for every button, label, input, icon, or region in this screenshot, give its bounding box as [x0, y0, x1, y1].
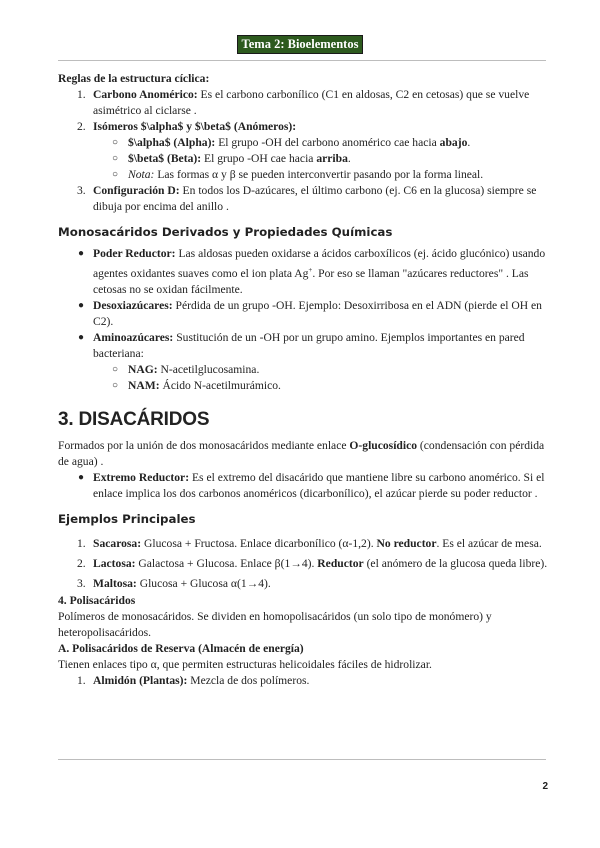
isomer-beta: ○ $\beta$ (Beta): El grupo -OH cae hacia arriba. [112, 152, 351, 165]
rules-heading: Reglas de la estructura cíclica: [58, 72, 210, 85]
reserve-item-almidon: 1. Almidón (Plantas): Mezcla de dos polímeros. [77, 673, 310, 687]
reserve-subheading: A. Polisacáridos de Reserva (Almacén de energía) [58, 641, 304, 655]
example-sacarosa: 1. Sacarosa: Glucosa + Fructosa. Enlace dicarbonílico (α-1,2). No reductor. Es el azúcar de mesa. [77, 536, 542, 550]
rules-list [58, 87, 548, 215]
derived-item-amino: ● Aminoazúcares: Sustitución de un -OH por un grupo amino. Ejemplos importantes en pared bacteriana: [78, 330, 525, 360]
rule-item-anomeric: 1. Carbono Anomérico: Es el carbono carbonílico (C1 en aldosas, C2 en cetosas) que se vuelve asimétrico al ciclarse . [77, 88, 530, 117]
disaccharides-intro: Formados por la unión de dos monosacáridos mediante enlace O-glucosídico (condensación con pérdida de agua) . [58, 438, 545, 468]
header-title: Tema 2: Bioelementos [237, 35, 364, 54]
amino-example-nag: ○ NAG: N-acetilglucosamina. [112, 362, 260, 376]
polysaccharides-heading: 4. Polisacáridos [58, 593, 136, 607]
bullet-icon: ● [78, 299, 85, 311]
examples-heading: Ejemplos Principales [58, 511, 196, 526]
bullet-icon: ● [78, 471, 85, 483]
rule-item-d-config: 3. Configuración D: En todos los D-azúcares, el último carbono (ej. C6 en la glucosa) siempre se dibuja por encima del anillo . [77, 184, 537, 213]
example-lactosa: 2. Lactosa: Galactosa + Glucosa. Enlace β(1→4). Reductor (el anómero de la glucosa queda libre). [77, 556, 548, 570]
circle-bullet-icon: ○ [112, 153, 119, 164]
circle-bullet-icon: ○ [112, 137, 119, 148]
example-maltosa: 3. Maltosa: Glucosa + Glucosa α(1→4). [77, 576, 271, 590]
derived-item-reducing: ● Poder Reductor: Las aldosas pueden oxidarse a ácidos carboxílicos (ej. ácido glucónico) usando agentes oxidantes suaves como el ion plata Ag+. Por eso se llaman "azúcares reductores" . Las cetosas no se oxidan fácilmente. [78, 247, 546, 296]
circle-bullet-icon: ○ [112, 169, 119, 180]
derived-list [58, 246, 548, 394]
derived-heading: Monosacáridos Derivados y Propiedades Químicas [58, 225, 393, 239]
isomer-note: ○ Nota: Las formas α y β se pueden interconvertir pasando por la forma lineal. [112, 168, 484, 181]
reserve-intro: Tienen enlaces tipo α, que permiten estructuras helicoidales fáciles de hidrolizar. [58, 657, 432, 671]
bullet-icon: ● [78, 331, 85, 343]
derived-item-deoxy: ● Desoxiazúcares: Pérdida de un grupo -OH. Ejemplo: Desoxirribosa en el ADN (pierde el OH en C2). [78, 298, 542, 328]
page-header [0, 35, 600, 54]
disaccharides-list [58, 470, 548, 502]
circle-bullet-icon: ○ [112, 363, 119, 375]
footer-divider [58, 759, 546, 760]
reducing-end-item: ● Extremo Reductor: Es el extremo del disacárido que mantiene libre su carbono anomérico. Si el enlace implica los dos carbonos anoméricos (dicarbonílico), el azúcar pierde su poder reductor . [78, 470, 545, 500]
page-number: 2 [542, 781, 548, 792]
header-divider [58, 60, 546, 61]
amino-example-nam: ○ NAM: Ácido N-acetilmurámico. [112, 378, 281, 392]
reserve-list [58, 673, 548, 689]
disaccharides-heading: 3. DISACÁRIDOS [58, 408, 210, 430]
document-body [58, 71, 548, 689]
isomer-alpha: ○ $\alpha$ (Alpha): El grupo -OH del carbono anomérico cae hacia abajo. [112, 136, 471, 149]
bullet-icon: ● [78, 248, 85, 259]
examples-list [58, 536, 548, 592]
circle-bullet-icon: ○ [112, 379, 119, 391]
polysaccharides-intro: Polímeros de monosacáridos. Se dividen en homopolisacáridos (un solo tipo de monómero) y heteropolisacáridos. [58, 609, 492, 639]
rule-item-isomers: 2. Isómeros $\alpha$ y $\beta$ (Anómeros): [77, 120, 297, 133]
